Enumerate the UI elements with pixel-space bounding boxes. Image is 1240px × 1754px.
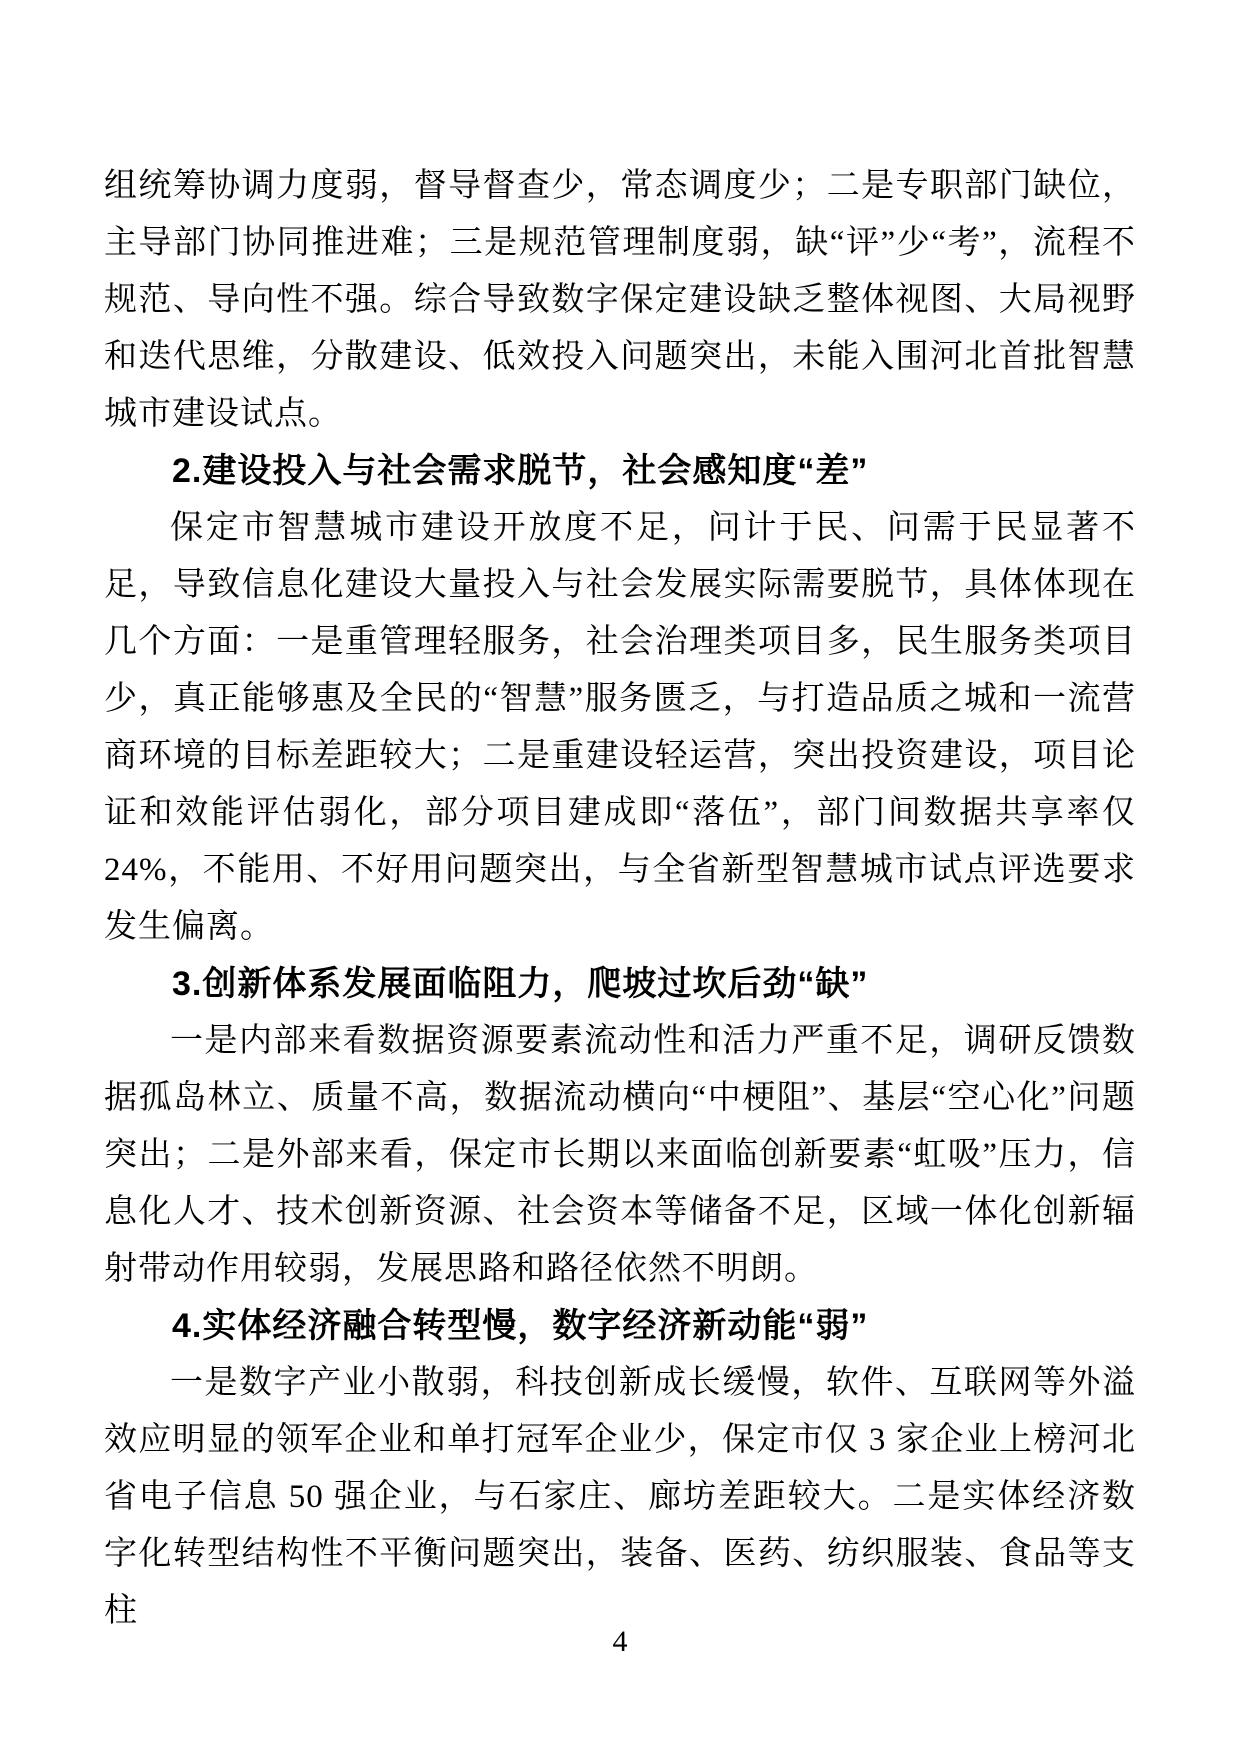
body-paragraph-section-4: 一是数字产业小散弱，科技创新成长缓慢，软件、互联网等外溢效应明显的领军企业和单打冠军企业少，保定市仅 3 家企业上榜河北省电子信息 50 强企业，与石家庄、廊坊差距较大。二是实体经济数字化转型结构性不平衡问题突出，装备、医药、纺织服装、食品等支柱 [104, 1365, 1136, 1629]
body-paragraph-section-3: 一是内部来看数据资源要素流动性和活力严重不足，调研反馈数据孤岛林立、质量不高，数据流动横向“中梗阻”、基层“空心化”问题突出；二是外部来看，保定市长期以来面临创新要素“虹吸”压力，信息化人才、技术创新资源、社会资本等储备不足，区域一体化创新辐射带动作用较弱，发展思路和路径依然不明朗。 [104, 1023, 1136, 1287]
section-heading-3: 3.创新体系发展面临阻力，爬坡过坎后劲“缺” [172, 965, 869, 1003]
body-paragraph-continuation: 组统筹协调力度弱，督导督查少，常态调度少；二是专职部门缺位，主导部门协同推进难；三是规范管理制度弱，缺“评”少“考”，流程不规范、导向性不强。综合导致数字保定建设缺乏整体视图、大局视野和迭代思维，分散建设、低效投入问题突出，未能入围河北首批智慧城市建设试点。 [104, 168, 1136, 432]
page-number: 4 [612, 1625, 628, 1658]
section-heading-2: 2.建设投入与社会需求脱节，社会感知度“差” [172, 452, 869, 490]
body-paragraph-section-2: 保定市智慧城市建设开放度不足，问计于民、问需于民显著不足，导致信息化建设大量投入与社会发展实际需要脱节，具体体现在几个方面：一是重管理轻服务，社会治理类项目多，民生服务类项目少，真正能够惠及全民的“智慧”服务匮乏，与打造品质之城和一流营商环境的目标差距较大；二是重建设轻运营，突出投资建设，项目论证和效能评估弱化，部分项目建成即“落伍”，部门间数据共享率仅 24%，不能用、不好用问题突出，与全省新型智慧城市试点评选要求发生偏离。 [104, 510, 1136, 945]
page-body-text [104, 158, 1136, 1640]
section-heading-4: 4.实体经济融合转型慢，数字经济新动能“弱” [172, 1307, 869, 1345]
